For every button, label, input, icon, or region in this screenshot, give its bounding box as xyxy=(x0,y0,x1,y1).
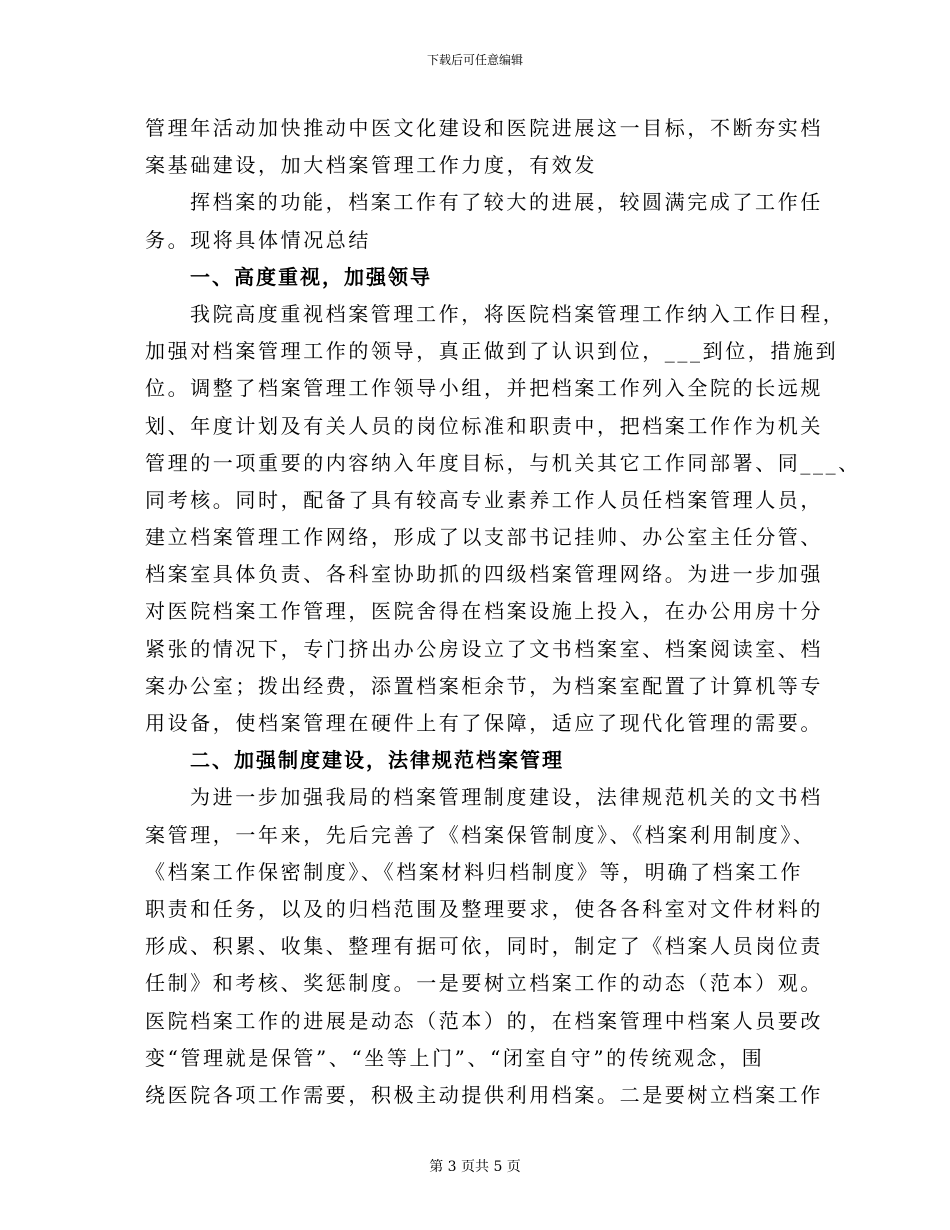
paragraph-line: 同考核。同时，配备了具有较高专业素养工作人员任档案管理人员， xyxy=(145,487,823,512)
paragraph-line: 职责和任务，以及的归档范围及整理要求，使各各科室对文件材料的 xyxy=(145,896,823,921)
paragraph-line: 务。现将具体情况总结 xyxy=(145,227,371,252)
paragraph-line: 《档案工作保密制度》、《档案材料归档制度》等，明确了档案工作 xyxy=(145,859,803,884)
paragraph-line: 管理年活动加快推动中医文化建设和医院进展这一目标，不断夯实档 xyxy=(145,116,823,140)
section-heading: 一、高度重视，加强领导 xyxy=(190,264,432,289)
paragraph-line: 划、年度计划及有关人员的岗位标准和职责中，把档案工作作为机关 xyxy=(145,413,823,438)
paragraph-line: 任制》和考核、奖惩制度。一是要树立档案工作的动态（范本）观。 xyxy=(145,971,823,996)
paragraph-line: 建立档案管理工作网络，形成了以支部书记挂帅、办公室主任分管、 xyxy=(145,525,823,550)
paragraph-line: 案办公室；拨出经费，添置档案柜余节，为档案室配置了计算机等专 xyxy=(145,673,823,698)
paragraph-line: 案管理，一年来，先后完善了《档案保管制度》、《档案利用制度》、 xyxy=(145,822,816,847)
paragraph-line: 变“管理就是保管”、“坐等上门”、“闭室自守”的传统观念，围 xyxy=(145,1045,765,1070)
paragraph-line: 挥档案的功能，档案工作有了较大的进展，较圆满完成了工作任 xyxy=(190,190,823,215)
paragraph-line: 形成、积累、收集、整理有据可依，同时，制定了《档案人员岗位责 xyxy=(145,934,823,959)
paragraph-line: 我院高度重视档案管理工作，将医院档案管理工作纳入工作日程， xyxy=(190,301,846,326)
paragraph-line: 对医院档案工作管理，医院舍得在档案设施上投入，在办公用房十分 xyxy=(145,599,823,624)
paragraph-line: 管理的一项重要的内容纳入年度目标，与机关其它工作同部署、同___、 xyxy=(145,450,861,475)
paragraph-line: 绕医院各项工作需要，积极主动提供利用档案。二是要树立档案工作 xyxy=(145,1082,823,1107)
section-heading: 二、加强制度建设，法律规范档案管理 xyxy=(190,748,564,773)
paragraph-line: 位。调整了档案管理工作领导小组，并把档案工作列入全院的长远规 xyxy=(145,376,823,401)
page-header: 下载后可任意编辑 xyxy=(426,53,523,67)
page-footer: 第 3 页共 5 页 xyxy=(429,1159,521,1175)
paragraph-line: 加强对档案管理工作的领导，真正做到了认识到位，___到位，措施到 xyxy=(145,339,839,364)
paragraph-line: 医院档案工作的进展是动态（范本）的，在档案管理中档案人员要改 xyxy=(145,1008,823,1033)
document-body xyxy=(145,110,861,1114)
paragraph-line: 紧张的情况下，专门挤出办公房设立了文书档案室、档案阅读室、档 xyxy=(145,636,823,661)
paragraph-line: 为进一步加强我局的档案管理制度建设，法律规范机关的文书档 xyxy=(190,785,823,810)
paragraph-line: 用设备，使档案管理在硬件上有了保障，适应了现代化管理的需要。 xyxy=(145,711,823,735)
paragraph-line: 案基础建设，加大档案管理工作力度，有效发 xyxy=(145,153,597,178)
paragraph-line: 档案室具体负责、各科室协助抓的四级档案管理网络。为进一步加强 xyxy=(145,562,823,587)
